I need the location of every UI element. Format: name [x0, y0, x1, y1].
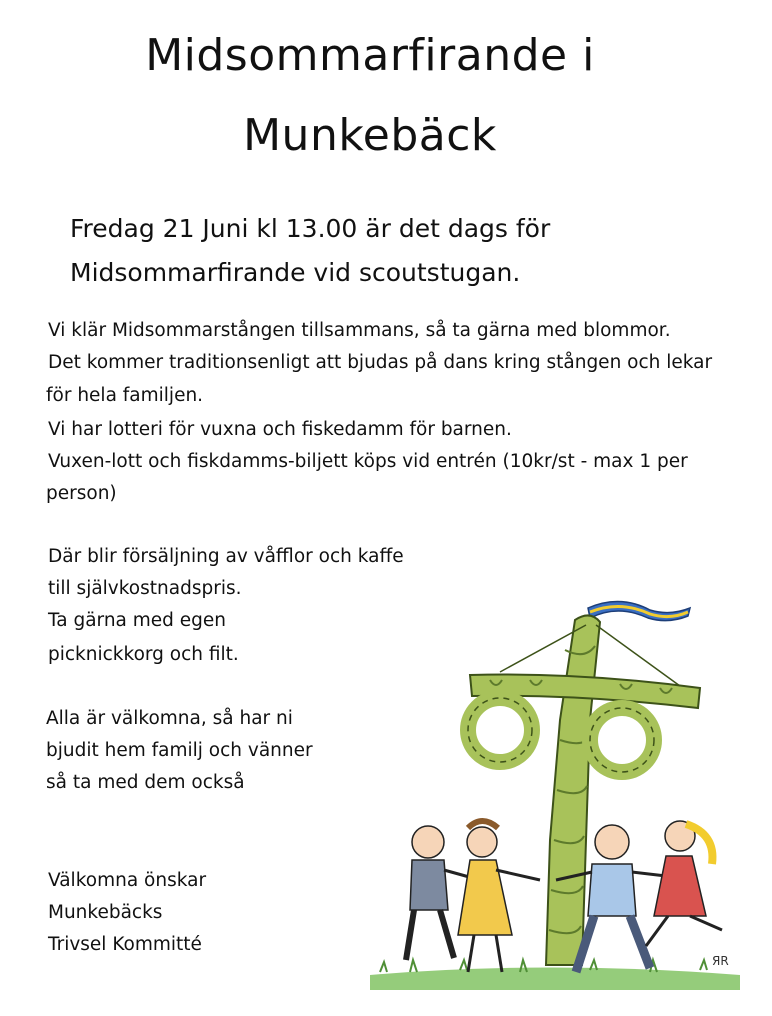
signoff-line: Välkomna önskar	[48, 870, 207, 891]
subtitle-line-2: Midsommarfirande vid scoutstugan.	[70, 258, 521, 287]
body-line: Vuxen-lott och fiskdamms-biljett köps vid entrén (10kr/st - max 1 per	[48, 451, 688, 472]
body-line: person)	[46, 483, 117, 504]
artist-signature: ЯR	[712, 954, 729, 968]
body-line: till självkostnadspris.	[48, 578, 242, 599]
maypole-dancers-illustration	[350, 580, 750, 990]
dancer-woman-red	[646, 821, 722, 946]
wreath-right	[590, 708, 654, 772]
signoff-line: Munkebäcks	[48, 902, 163, 923]
dancer-woman-yellow	[458, 821, 540, 972]
body-line: Det kommer traditionsenligt att bjudas på dans kring stången och lekar	[48, 352, 713, 373]
wreath-left	[468, 698, 532, 762]
flag	[588, 601, 690, 620]
body-line: bjudit hem familj och vänner	[46, 740, 313, 761]
body-line: picknickkorg och filt.	[48, 644, 239, 665]
subtitle-line-1: Fredag 21 Juni kl 13.00 är det dags för	[70, 214, 551, 243]
title-line-2: Munkebäck	[243, 110, 497, 161]
body-line: Vi har lotteri för vuxna och fiskedamm för barnen.	[48, 419, 512, 440]
body-line: Alla är välkomna, så har ni	[46, 708, 293, 729]
body-line: Där blir försäljning av våfflor och kaffe	[48, 546, 404, 567]
body-line: Ta gärna med egen	[48, 610, 227, 631]
body-line: Vi klär Midsommarstången tillsammans, så ta gärna med blommor.	[48, 320, 671, 341]
signoff-line: Trivsel Kommitté	[48, 934, 202, 955]
body-line: för hela familjen.	[46, 385, 204, 406]
title-line-1: Midsommarfirande i	[145, 30, 595, 81]
body-line: så ta med dem också	[46, 772, 245, 793]
